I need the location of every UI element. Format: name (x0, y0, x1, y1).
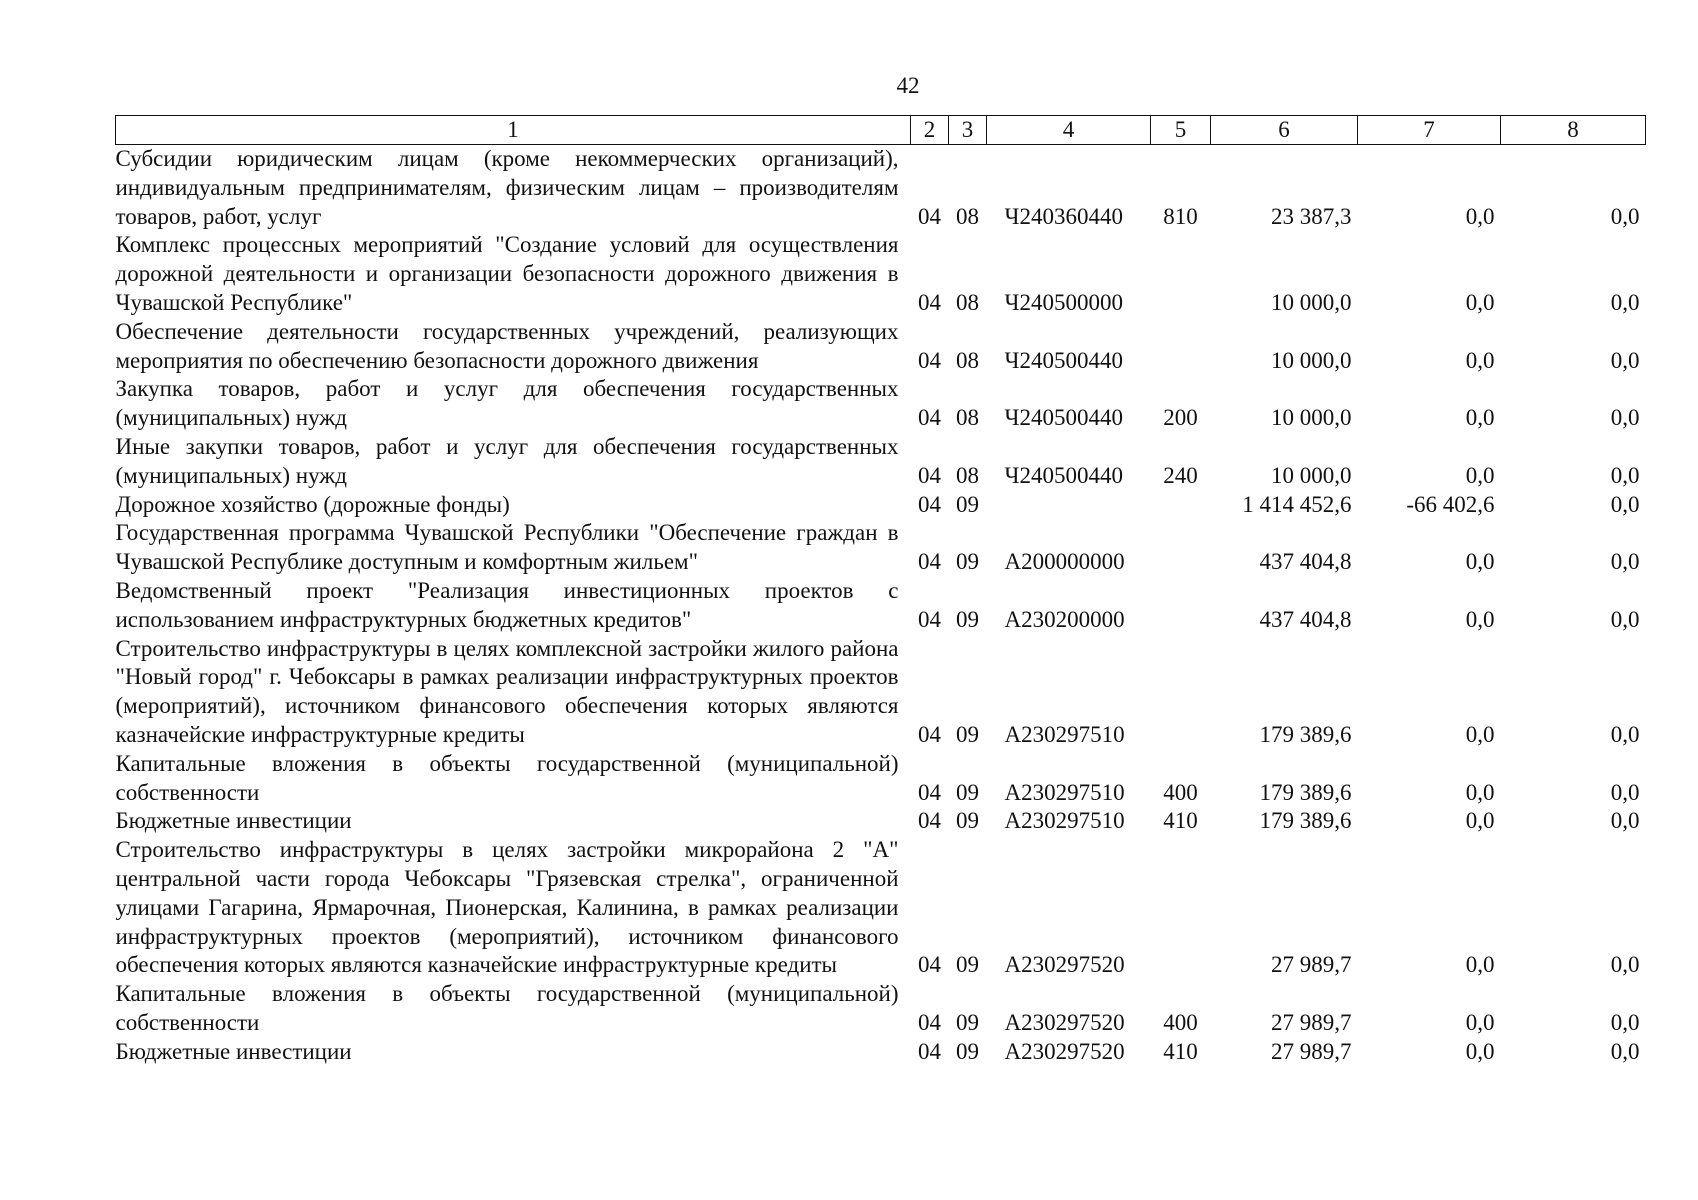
subsection-code: 08 (956, 347, 979, 373)
header-col-3: 3 (949, 116, 987, 145)
subsection-code: 09 (956, 491, 979, 517)
expense-type-code: 810 (1163, 203, 1198, 229)
section-code: 04 (918, 347, 941, 373)
amount-col-6: 179 389,6 (1259, 721, 1352, 747)
section-code: 04 (918, 405, 941, 431)
section-code: 04 (918, 289, 941, 315)
table-row (116, 836, 1646, 980)
row-name: Субсидии юридическим лицам (кроме некоммерческих организаций), индивидуальным предпринимателям, физическим лицам – производителям товаров, работ, услуг (115, 146, 899, 229)
header-col-8: 8 (1501, 116, 1646, 145)
amount-col-7: 0,0 (1465, 347, 1495, 373)
table-row (116, 231, 1646, 317)
amount-col-7: 0,0 (1465, 1038, 1495, 1064)
row-name: Комплекс процессных мероприятий "Создание условий для осуществления дорожной деятельности и организации безопасности дорожного движения в Чувашской Республике" (115, 232, 899, 315)
amount-col-6: 437 404,8 (1259, 606, 1352, 632)
amount-col-6: 10 000,0 (1271, 462, 1352, 488)
amount-col-7: 0,0 (1465, 779, 1495, 805)
target-article-code: Ч240360440 (1004, 203, 1123, 229)
table-row (116, 980, 1646, 1038)
section-code: 04 (918, 606, 941, 632)
amount-col-8: 0,0 (1610, 462, 1640, 488)
section-code: 04 (918, 549, 941, 575)
amount-col-6: 27 989,7 (1271, 1009, 1352, 1035)
table-body (116, 145, 1646, 1067)
amount-col-7: 0,0 (1465, 808, 1495, 834)
section-code: 04 (918, 1009, 941, 1035)
target-article-code: А230297510 (1004, 779, 1125, 805)
amount-col-7: 0,0 (1465, 721, 1495, 747)
table-row (116, 318, 1646, 376)
expense-type-code (1151, 318, 1211, 376)
subsection-code: 08 (956, 405, 979, 431)
section-code: 04 (918, 721, 941, 747)
subsection-code: 09 (956, 606, 979, 632)
table-row (116, 750, 1646, 808)
target-article-code: А230297520 (1004, 1009, 1125, 1035)
amount-col-6: 27 989,7 (1271, 1038, 1352, 1064)
subsection-code: 09 (956, 549, 979, 575)
section-code: 04 (918, 779, 941, 805)
row-name: Строительство инфраструктуры в целях застройки микрорайона 2 "А" центральной части города Чебоксары "Грязевская стрелка", ограниченной улицами Гагарина, Ярмарочная, Пионерская, Калинина, в рамках реализации инфраструктурных проектов (мероприятий), источником финансового обеспечения которых являются казначейские инфраструктурные кредиты (115, 837, 899, 978)
amount-col-8: 0,0 (1610, 1009, 1640, 1035)
amount-col-6: 437 404,8 (1259, 549, 1352, 575)
expense-type-code: 410 (1163, 808, 1198, 834)
target-article-code: Ч240500000 (1004, 289, 1123, 315)
amount-col-7: 0,0 (1465, 462, 1495, 488)
row-name: Государственная программа Чувашской Республики "Обеспечение граждан в Чувашской Республике доступным и комфортным жильем" (115, 520, 899, 575)
table-row (116, 807, 1646, 836)
table-row (116, 577, 1646, 635)
section-code: 04 (918, 462, 941, 488)
amount-col-8: 0,0 (1610, 491, 1640, 517)
expense-type-code: 400 (1163, 779, 1198, 805)
amount-col-8: 0,0 (1610, 721, 1640, 747)
table-row (116, 1038, 1646, 1067)
table-row (116, 635, 1646, 750)
expense-type-code: 410 (1163, 1038, 1198, 1064)
target-article-code: А200000000 (1004, 549, 1125, 575)
row-name: Строительство инфраструктуры в целях комплексной застройки жилого района "Новый город" г. Чебоксары в рамках реализации инфраструктурных проектов (мероприятий), источником финансового обеспечения которых являются казначейские инфраструктурные кредиты (115, 635, 899, 747)
target-article-code: Ч240500440 (1004, 347, 1123, 373)
section-code: 04 (918, 952, 941, 978)
amount-col-7: -66 402,6 (1406, 491, 1495, 517)
target-article-code: А230297520 (1004, 952, 1125, 978)
amount-col-6: 179 389,6 (1259, 779, 1352, 805)
row-name: Ведомственный проект "Реализация инвестиционных проектов с использованием инфраструктурных бюджетных кредитов" (115, 577, 899, 632)
subsection-code: 08 (956, 462, 979, 488)
amount-col-6: 23 387,3 (1271, 203, 1352, 229)
amount-col-8: 0,0 (1610, 549, 1640, 575)
expense-type-code (1151, 635, 1211, 750)
amount-col-6: 10 000,0 (1271, 347, 1352, 373)
amount-col-7: 0,0 (1465, 952, 1495, 978)
expense-type-code: 240 (1163, 462, 1198, 488)
amount-col-8: 0,0 (1610, 203, 1640, 229)
target-article-code: Ч240500440 (1004, 405, 1123, 431)
amount-col-7: 0,0 (1465, 606, 1495, 632)
row-name: Капитальные вложения в объекты государственной (муниципальной) собственности (115, 981, 899, 1035)
expense-type-code (1151, 231, 1211, 317)
amount-col-8: 0,0 (1610, 405, 1640, 431)
subsection-code: 09 (956, 1038, 979, 1064)
amount-col-6: 27 989,7 (1271, 952, 1352, 978)
expense-type-code (1151, 491, 1211, 520)
target-article-code: А230200000 (1004, 606, 1125, 632)
header-col-4: 4 (987, 116, 1151, 145)
table-row (116, 145, 1646, 232)
target-article-code: А230297510 (1004, 721, 1125, 747)
section-code: 04 (918, 491, 941, 517)
section-code: 04 (918, 808, 941, 834)
expense-type-code: 400 (1163, 1009, 1198, 1035)
target-article-code: А230297510 (1004, 808, 1125, 834)
target-article-code: Ч240500440 (1004, 462, 1123, 488)
amount-col-8: 0,0 (1610, 347, 1640, 373)
section-code: 04 (918, 1038, 941, 1064)
amount-col-8: 0,0 (1610, 606, 1640, 632)
expense-type-code (1151, 519, 1211, 577)
target-article-code (987, 491, 1151, 520)
subsection-code: 09 (956, 952, 979, 978)
amount-col-8: 0,0 (1610, 1038, 1640, 1064)
header-col-6: 6 (1211, 116, 1358, 145)
expense-type-code (1151, 836, 1211, 980)
subsection-code: 08 (956, 203, 979, 229)
header-col-2: 2 (911, 116, 949, 145)
target-article-code: А230297520 (1004, 1038, 1125, 1064)
table-row (116, 519, 1646, 577)
amount-col-7: 0,0 (1465, 549, 1495, 575)
amount-col-6: 1 414 452,6 (1242, 491, 1352, 517)
amount-col-8: 0,0 (1610, 289, 1640, 315)
table-row (116, 433, 1646, 491)
amount-col-6: 179 389,6 (1259, 808, 1352, 834)
expense-type-code: 200 (1163, 405, 1198, 431)
header-col-1: 1 (116, 116, 911, 145)
row-name: Дорожное хозяйство (дорожные фонды) (115, 491, 510, 517)
budget-table (115, 115, 1646, 1067)
table-row (116, 491, 1646, 520)
header-col-7: 7 (1358, 116, 1501, 145)
amount-col-6: 10 000,0 (1271, 289, 1352, 315)
amount-col-8: 0,0 (1610, 952, 1640, 978)
header-col-5: 5 (1151, 116, 1211, 145)
subsection-code: 09 (956, 779, 979, 805)
row-name: Капитальные вложения в объекты государственной (муниципальной) собственности (115, 750, 899, 805)
row-name: Бюджетные инвестиции (115, 808, 352, 834)
expense-type-code (1151, 577, 1211, 635)
row-name: Закупка товаров, работ и услуг для обеспечения государственных (муниципальных) нужд (115, 376, 899, 431)
header-row (116, 116, 1646, 145)
subsection-code: 09 (956, 721, 979, 747)
row-name: Бюджетные инвестиции (115, 1038, 352, 1064)
amount-col-7: 0,0 (1465, 405, 1495, 431)
row-name: Иные закупки товаров, работ и услуг для обеспечения государственных (муниципальных) нужд (115, 433, 899, 488)
amount-col-8: 0,0 (1610, 779, 1640, 805)
amount-col-7: 0,0 (1465, 1009, 1495, 1035)
table-header (116, 116, 1646, 145)
amount-col-7: 0,0 (1465, 203, 1495, 229)
table-row (116, 375, 1646, 433)
subsection-code: 09 (956, 808, 979, 834)
subsection-code: 09 (956, 1009, 979, 1035)
amount-col-8: 0,0 (1610, 808, 1640, 834)
amount-col-6: 10 000,0 (1271, 405, 1352, 431)
subsection-code: 08 (956, 289, 979, 315)
page-number: 42 (896, 73, 920, 98)
section-code: 04 (918, 203, 941, 229)
row-name: Обеспечение деятельности государственных учреждений, реализующих мероприятия по обеспечению безопасности дорожного движения (115, 318, 899, 373)
amount-col-7: 0,0 (1465, 289, 1495, 315)
